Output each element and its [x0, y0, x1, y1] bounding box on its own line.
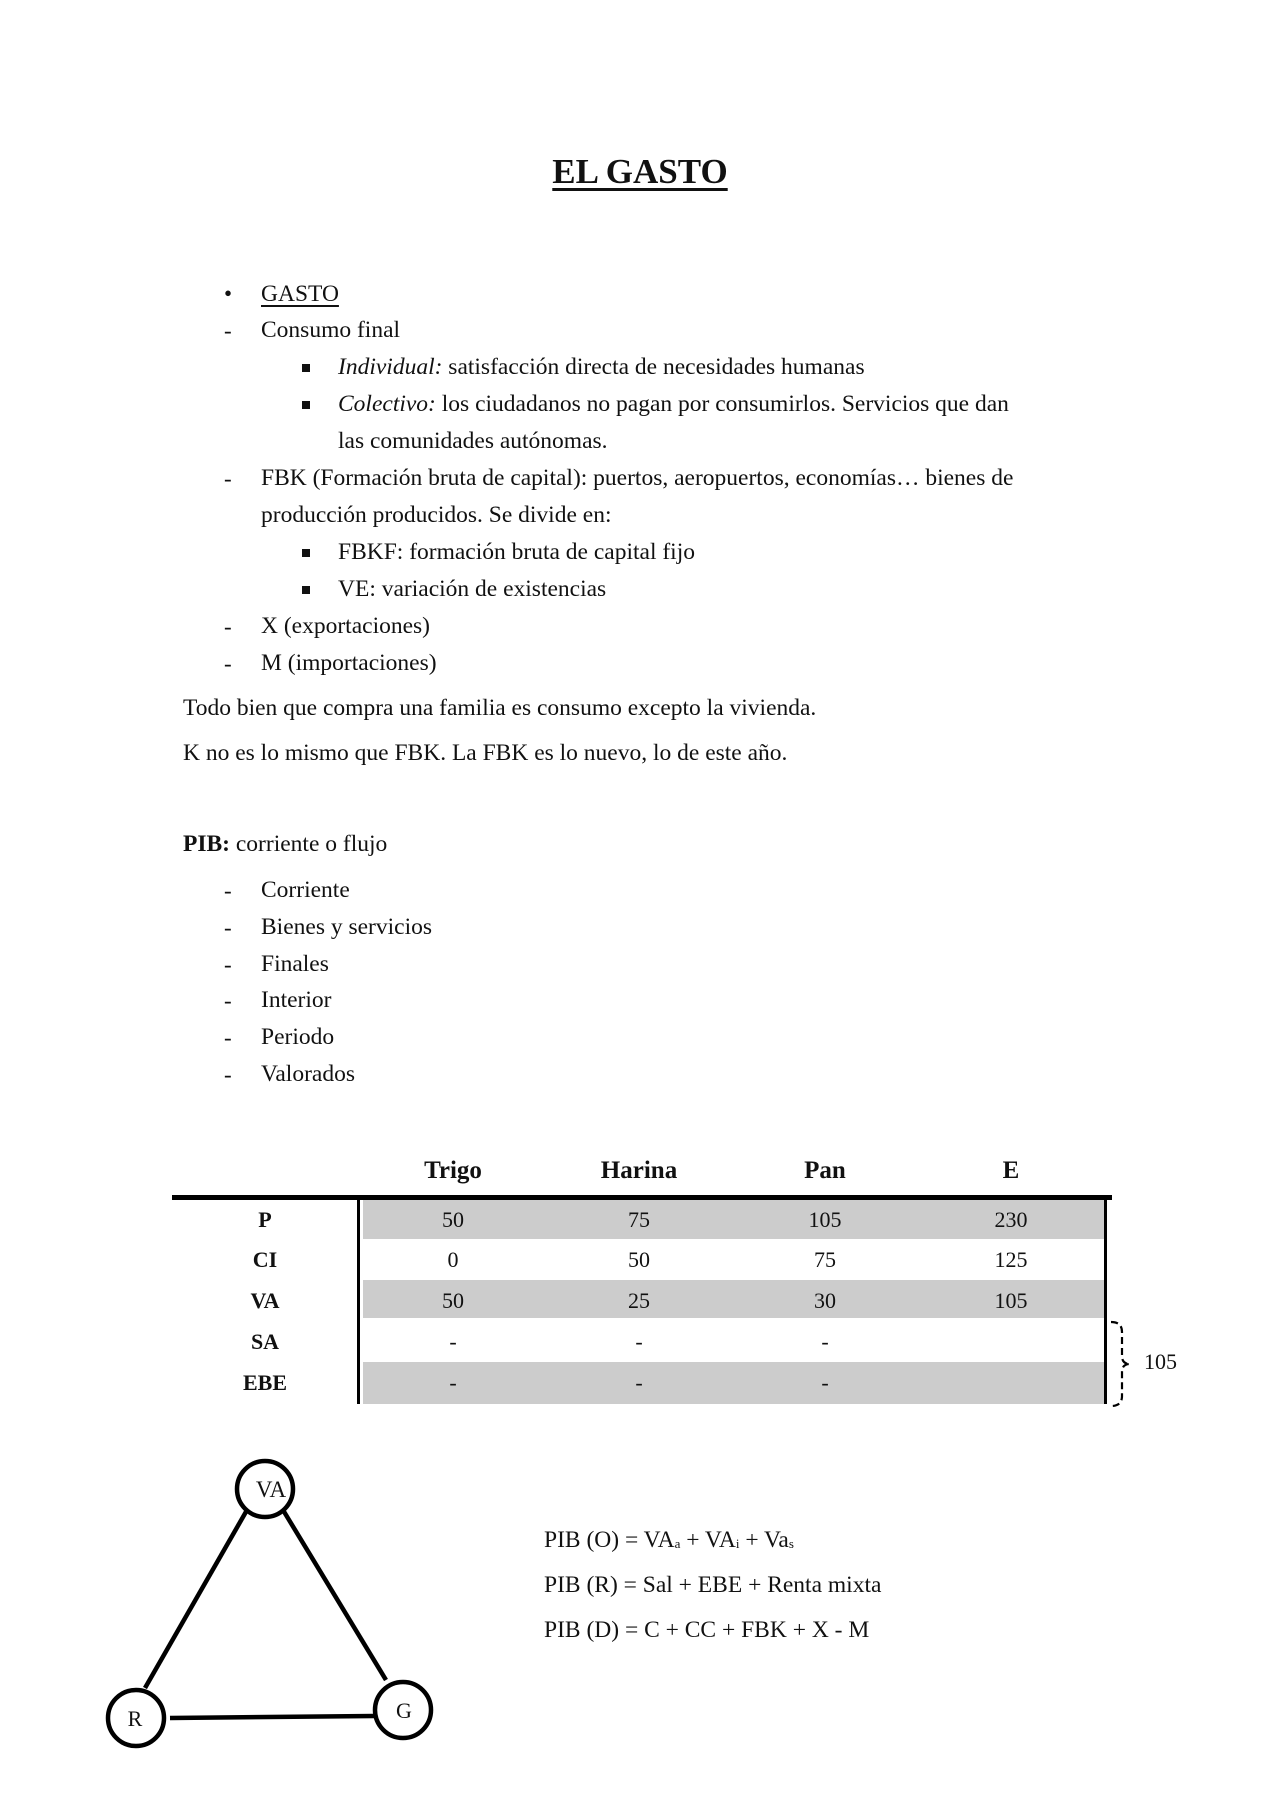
list-item: Consumo final	[261, 317, 401, 343]
square-bullet	[302, 364, 310, 372]
table-cell: -	[821, 1329, 829, 1354]
triangle-edge-left	[145, 1510, 247, 1688]
dash-marker: -	[224, 1062, 232, 1087]
paragraph: Todo bien que compra una familia es consumo excepto la vivienda.	[183, 695, 817, 721]
table-cell: 50	[442, 1207, 464, 1232]
dash-marker: -	[224, 318, 232, 343]
square-bullet	[302, 549, 310, 557]
table-cell: 105	[808, 1207, 842, 1232]
table-row-label: VA	[250, 1288, 280, 1313]
table-row-label: P	[258, 1207, 272, 1232]
table-cell: -	[635, 1370, 643, 1395]
table-row-label: EBE	[242, 1370, 288, 1395]
section-heading-gasto: GASTO	[261, 281, 339, 307]
list-subitem: Colectivo: los ciudadanos no pagan por consumirlos. Servicios que dan	[338, 391, 1009, 417]
pib-list-item: Valorados	[261, 1061, 355, 1087]
pib-heading: PIB: corriente o flujo	[183, 831, 388, 857]
bullet-dot: •	[224, 281, 233, 306]
table-cell: -	[821, 1370, 829, 1395]
node-r-label: R	[127, 1706, 143, 1731]
dash-marker: -	[224, 466, 232, 491]
table-row-label: SA	[250, 1329, 280, 1354]
pib-list-item: Finales	[261, 951, 329, 977]
triangle-edge-right	[283, 1510, 386, 1680]
formula-output: PIB $(O) = VA_a + VA_i + Va_s$	[544, 1527, 794, 1553]
pib-triangle-diagram	[96, 1456, 456, 1766]
table-cell: 30	[814, 1288, 836, 1313]
table-header: E	[1002, 1157, 1020, 1184]
brace-value: 105	[1144, 1349, 1177, 1374]
list-subitem: Individual: satisfacción directa de necesidades humanas	[338, 354, 865, 380]
table-cell: -	[449, 1329, 457, 1354]
formula-expenditure: PIB (D) = C + CC + FBK + X - M	[544, 1617, 870, 1643]
dash-marker: -	[224, 988, 232, 1013]
curly-brace	[1108, 1320, 1138, 1408]
triangle-edge-bottom	[170, 1716, 374, 1718]
dash-marker: -	[224, 878, 232, 903]
dash-marker: -	[224, 651, 232, 676]
list-item-continuation: producción producidos. Se divide en:	[261, 502, 612, 528]
pib-list-item: Interior	[261, 987, 332, 1013]
table-cell: 50	[628, 1247, 650, 1272]
table-right-rule	[1104, 1197, 1107, 1404]
dash-marker: -	[224, 614, 232, 639]
table-top-rule	[172, 1195, 1112, 1200]
pib-list-item: Bienes y servicios	[261, 914, 432, 940]
page-title: EL GASTO	[552, 152, 728, 191]
table-cell: 50	[442, 1288, 464, 1313]
table-header: Trigo	[424, 1157, 482, 1184]
table-cell: 75	[628, 1207, 650, 1232]
table-cell: 0	[447, 1247, 459, 1272]
table-header: Harina	[600, 1157, 678, 1184]
list-item: FBK (Formación bruta de capital): puertos, aeropuertos, economías… bienes de	[261, 465, 1014, 491]
table-cell: 75	[814, 1247, 836, 1272]
dash-marker: -	[224, 915, 232, 940]
table-cell: 105	[994, 1288, 1028, 1313]
list-item: X (exportaciones)	[261, 613, 430, 639]
table-cell: 230	[994, 1207, 1028, 1232]
paragraph: K no es lo mismo que FBK. La FBK es lo nuevo, lo de este año.	[183, 740, 788, 766]
table-cell: 125	[994, 1247, 1028, 1272]
square-bullet	[302, 586, 310, 594]
list-item: M (importaciones)	[261, 650, 437, 676]
list-subitem-continuation: las comunidades autónomas.	[338, 428, 608, 454]
table-row-label: CI	[252, 1247, 278, 1272]
table-cell: -	[635, 1329, 643, 1354]
pib-list-item: Periodo	[261, 1024, 335, 1050]
node-va-label: VA	[255, 1477, 287, 1502]
node-g-label: G	[396, 1698, 412, 1723]
formula-income: PIB (R) = Sal + EBE + Renta mixta	[544, 1572, 882, 1598]
square-bullet	[302, 401, 310, 409]
list-subitem: FBKF: formación bruta de capital fijo	[338, 539, 695, 565]
table-cell: -	[449, 1370, 457, 1395]
dash-marker: -	[224, 1025, 232, 1050]
table-cell: 25	[628, 1288, 650, 1313]
table-header: Pan	[804, 1157, 846, 1184]
list-subitem: VE: variación de existencias	[338, 576, 607, 602]
pib-list-item: Corriente	[261, 877, 350, 903]
dash-marker: -	[224, 952, 232, 977]
